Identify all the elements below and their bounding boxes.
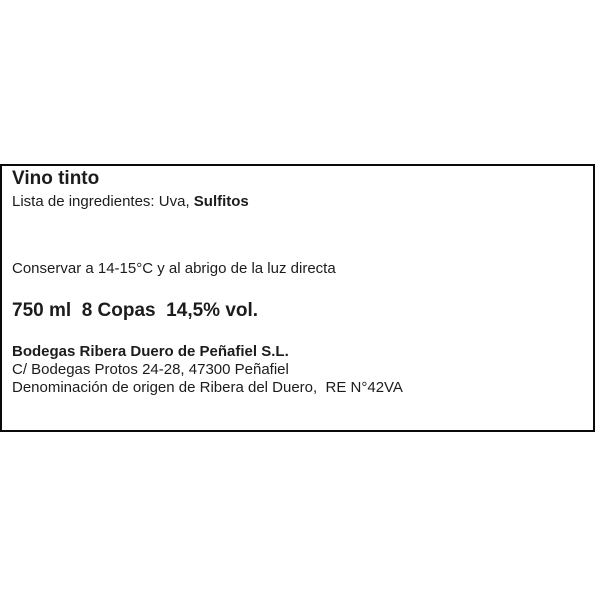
wine-label-box (0, 164, 595, 432)
product-name: Vino tinto (12, 168, 100, 189)
producer-name: Bodegas Ribera Duero de Peñafiel S.L. (12, 343, 289, 360)
ingredients-prefix: Lista de ingredientes: Uva, (12, 193, 194, 210)
ingredients-line (12, 193, 249, 211)
origin-denomination: Denominación de origen de Ribera del Duero, RE N°42VA (12, 379, 403, 396)
volume-info: 750 ml 8 Copas 14,5% vol. (12, 300, 259, 321)
ingredients-allergen: Sulfitos (193, 193, 249, 210)
storage-instructions: Conservar a 14-15°C y al abrigo de la luz directa (12, 260, 336, 277)
producer-address: C/ Bodegas Protos 24-28, 47300 Peñafiel (12, 361, 289, 378)
